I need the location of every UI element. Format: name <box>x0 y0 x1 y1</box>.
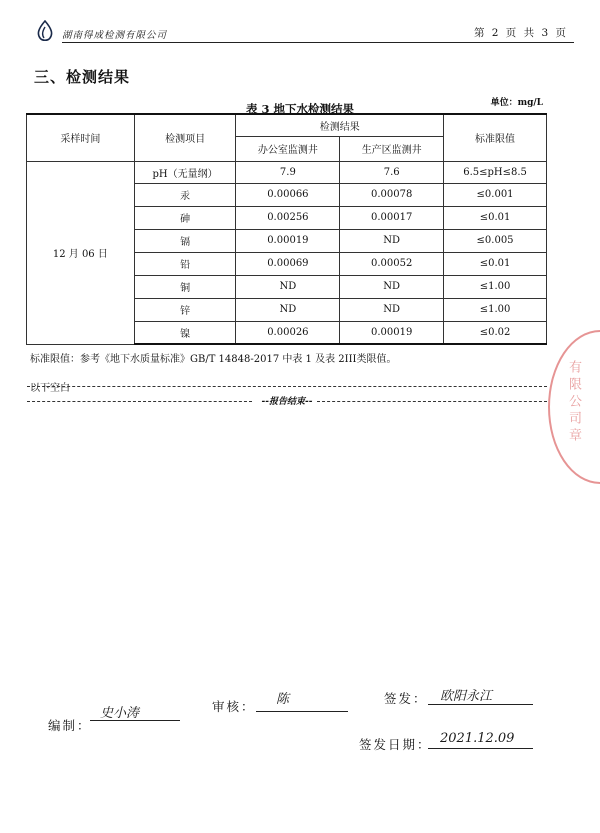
item-cell: 汞 <box>134 183 236 206</box>
limit-value: ≤0.02 <box>444 321 547 344</box>
item-cell: 砷 <box>134 206 236 229</box>
office-value: 0.00256 <box>236 206 340 229</box>
limit-value: ≤0.01 <box>444 252 547 275</box>
issuer-underline <box>428 704 533 705</box>
limit-value: ≤1.00 <box>444 275 547 298</box>
header-divider <box>62 42 574 43</box>
item-cell: 镉 <box>134 229 236 252</box>
dashed-divider <box>27 386 547 387</box>
company-logo-icon <box>34 20 56 42</box>
compiler-underline <box>90 720 180 721</box>
limit-value: ≤0.005 <box>444 229 547 252</box>
office-value: 0.00066 <box>236 183 340 206</box>
production-value: 0.00019 <box>340 321 444 344</box>
production-value: 0.00052 <box>340 252 444 275</box>
item-cell: pH（无量纲） <box>134 161 236 183</box>
section-title: 三、检测结果 <box>34 68 131 86</box>
production-value: ND <box>340 275 444 298</box>
header-office-well: 办公室监测井 <box>236 136 340 161</box>
office-value: 0.00019 <box>236 229 340 252</box>
table-unit: 单位：mg/L <box>490 98 543 108</box>
results-table <box>26 113 547 345</box>
header-sample-time: 采样时间 <box>27 114 135 161</box>
item-cell: 镍 <box>134 321 236 344</box>
production-value: 7.6 <box>340 161 444 183</box>
standard-note: 标准限值：参考《地下水质量标准》GB/T 14848-2017 中表 1 及表 2III类限值。 <box>30 354 397 365</box>
item-cell: 锌 <box>134 298 236 321</box>
page-number: 第 2 页 共 3 页 <box>473 27 568 39</box>
office-value: ND <box>236 275 340 298</box>
production-value: ND <box>340 298 444 321</box>
dashed-line-right <box>317 401 547 402</box>
item-cell: 铅 <box>134 252 236 275</box>
office-value: 0.00069 <box>236 252 340 275</box>
issue-date-underline <box>428 748 533 749</box>
header-production-well: 生产区监测井 <box>340 136 444 161</box>
sample-date-cell: 12 月 06 日 <box>27 161 135 344</box>
production-value: 0.00078 <box>340 183 444 206</box>
page-header <box>28 14 574 44</box>
table-row <box>27 161 547 183</box>
seal-text: 有限公司章 <box>566 360 581 445</box>
issue-date-label: 签发日期： <box>359 737 432 752</box>
production-value: ND <box>340 229 444 252</box>
issue-date-value: 2021.12.09 <box>440 731 515 746</box>
report-end-text: 报告结束 <box>268 397 305 407</box>
limit-value: ≤0.001 <box>444 183 547 206</box>
report-end-row: --报告结束-- <box>27 394 547 408</box>
table-caption: 表 3 地下水检测结果 <box>245 102 354 116</box>
issuer-signature: 欧阳永江 <box>440 689 493 704</box>
reviewer-underline <box>256 711 348 712</box>
production-value: 0.00017 <box>340 206 444 229</box>
reviewer-label: 审核： <box>212 699 256 714</box>
office-value: 7.9 <box>236 161 340 183</box>
header-results: 检测结果 <box>236 114 444 136</box>
office-value: 0.00026 <box>236 321 340 344</box>
issuer-label: 签发： <box>384 691 428 706</box>
blank-below-note: 以下空白 <box>30 383 70 394</box>
reviewer-signature: 陈 <box>276 692 290 707</box>
item-cell: 铜 <box>134 275 236 298</box>
header-item: 检测项目 <box>134 114 236 161</box>
limit-value: ≤1.00 <box>444 298 547 321</box>
limit-value: 6.5≤pH≤8.5 <box>444 161 547 183</box>
limit-value: ≤0.01 <box>444 206 547 229</box>
header-limit: 标准限值 <box>444 114 547 161</box>
compiler-signature: 史小涛 <box>100 706 140 721</box>
company-name: 湖南得成检测有限公司 <box>62 30 168 41</box>
office-value: ND <box>236 298 340 321</box>
compiler-label: 编制： <box>48 718 92 733</box>
